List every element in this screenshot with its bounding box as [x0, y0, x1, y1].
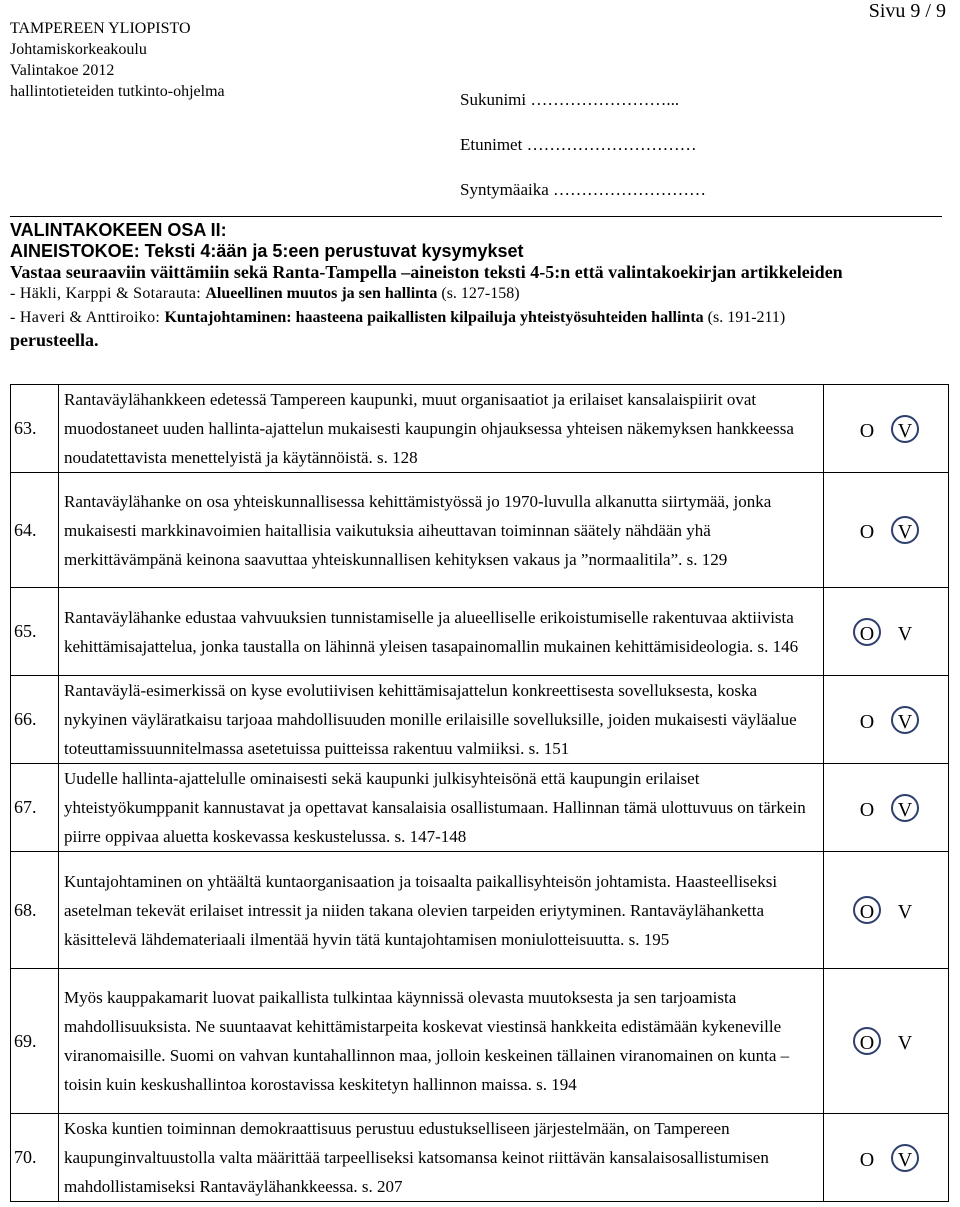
reference-2-title: Kuntajohtaminen: haasteena paikallisten kilpailuja yhteistyösuhteiden hallinta	[164, 309, 704, 326]
question-number: 68.	[11, 852, 59, 969]
answer-option-o[interactable]: O	[853, 618, 881, 646]
question-text: Rantaväylähankkeen edetessä Tampereen kaupunki, muut organisaatiot ja erilaiset kansalaispiirit ovat muodostaneet uuden hallinta-ajattelun mukaisesti kaupungin ohjauksessa yhteisen näkemyksen hankkeessa noudatettavista menettelyistä ja käytännöistä. s. 128	[59, 385, 824, 473]
answer-options	[824, 852, 949, 969]
answer-options	[824, 473, 949, 588]
instructions	[10, 220, 950, 350]
programme-name: hallintotieteiden tutkinto-ohjelma	[10, 83, 225, 100]
section-title: VALINTAKOKEEN OSA II:	[10, 220, 227, 240]
answer-option-v[interactable]: V	[891, 1144, 919, 1172]
question-text: Rantaväylähanke on osa yhteiskunnallisessa kehittämistyössä jo 1970-luvulla alkanutta siirtymää, jonka mukaisesti markkinavoimien haitallisia vaikutuksia aiheuttavan toiminnan säätely nähdään yhä merkittävämpänä keinona saavuttaa yhteiskunnallisen kehityksen vakaus ja ”normaalitila”. s. 129	[59, 473, 824, 588]
reference-1-pages: (s. 127-158)	[437, 285, 520, 302]
page-number: Sivu 9 / 9	[868, 0, 946, 22]
document-header	[10, 18, 225, 102]
instructions-tail: perusteella.	[10, 330, 99, 350]
question-row	[11, 588, 949, 676]
reference-2-pages: (s. 191-211)	[703, 309, 786, 326]
answer-option-v[interactable]: V	[891, 706, 919, 734]
answer-options	[824, 588, 949, 676]
reference-1	[10, 282, 950, 306]
answer-option-v[interactable]: V	[891, 516, 919, 544]
answer-option-v[interactable]: V	[897, 622, 913, 645]
answer-options	[824, 969, 949, 1114]
questions-table	[10, 384, 949, 1202]
surname-field[interactable]: Sukunimi ……………………...	[460, 90, 680, 109]
question-text: Kuntajohtaminen on yhtäältä kuntaorganisaation ja toisaalta paikallisyhteisön johtamista. Haasteelliseksi asetelman tekevät erilaiset intressit ja niiden takana olevien tarpeiden eriytyminen. Rantaväylähanketta käsittelevä lähdemateriaali ilmentää hyvin tätä kuntajohtamisen moniulotteisuutta. s. 195	[59, 852, 824, 969]
question-row	[11, 969, 949, 1114]
answer-option-v[interactable]: V	[897, 901, 913, 923]
question-number: 65.	[11, 588, 59, 676]
answer-options	[824, 676, 949, 764]
question-row	[11, 764, 949, 852]
question-text: Koska kuntien toiminnan demokraattisuus perustuu edustukselliseen järjestelmään, on Tampereen kaupunginvaltuustolla valta määrittää tarpeelliseksi katsomansa keinot riittävän kansalaisosallistumisen mahdollistamiseksi Rantaväylähankkeessa. s. 207	[59, 1114, 824, 1202]
questions-body	[11, 385, 949, 1202]
answer-option-v[interactable]: V	[897, 1032, 913, 1054]
question-number: 70.	[11, 1114, 59, 1202]
reference-1-authors: - Häkli, Karppi & Sotarauta:	[10, 285, 206, 302]
question-number: 64.	[11, 473, 59, 588]
answer-option-o[interactable]: O	[859, 419, 875, 442]
answer-options	[824, 764, 949, 852]
question-row	[11, 385, 949, 473]
reference-1-title: Alueellinen muutos ja sen hallinta	[205, 285, 438, 302]
exam-name: Valintakoe 2012	[10, 62, 115, 79]
answer-option-o[interactable]: O	[859, 710, 875, 733]
instructions-lead: Vastaa seuraaviin väittämiin sekä Ranta-Tampella –aineiston teksti 4-5:n että valintakoekirjan artikkeleiden	[10, 262, 843, 282]
university-name: TAMPEREEN YLIOPISTO	[10, 20, 191, 37]
reference-2-authors: - Haveri & Anttiroiko:	[10, 309, 165, 326]
question-number: 66.	[11, 676, 59, 764]
answer-option-o[interactable]: O	[853, 1027, 881, 1055]
question-row	[11, 676, 949, 764]
answer-options	[824, 1114, 949, 1202]
answer-option-o[interactable]: O	[859, 1148, 875, 1171]
question-text: Myös kauppakamarit luovat paikallista tulkintaa käynnissä olevasta muutoksesta ja sen tarjoamista mahdollisuuksista. Ne suuntaavat kehittämistarpeita koskevat viestinsä hankkeita edistämään kykeneville viranomaisille. Suomi on vahvan kuntahallinnon maa, jolloin keskeinen tällainen viranomainen on kunta – toisin kuin keskushallintoa korostavissa keskitetyn hallinnon maissa. s. 194	[59, 969, 824, 1114]
answer-option-v[interactable]: V	[891, 794, 919, 822]
birthyear-field[interactable]: Syntymäaika ………………………	[460, 180, 707, 199]
question-row	[11, 852, 949, 969]
answer-options	[824, 385, 949, 473]
question-number: 63.	[11, 385, 59, 473]
answer-option-o[interactable]: O	[859, 521, 875, 543]
question-text: Rantaväylä-esimerkissä on kyse evolutiivisen kehittämisajattelun konkreettisesta sovelluksesta, koska nykyinen väyläratkaisu tarjoaa mahdollisuuden monille erilaisille sovelluksille, joiden mukaisesti väyläalue toteuttamissuunnitelmassa asetetuissa puitteissa rakentuu valmiiksi. s. 151	[59, 676, 824, 764]
header-divider	[10, 216, 942, 217]
answer-option-v[interactable]: V	[891, 415, 919, 443]
question-text: Rantaväylähanke edustaa vahvuuksien tunnistamiselle ja alueelliselle erikoistumiselle rakentuvaa aktiivista kehittämisajattelua, jonka taustalla on lähinnä yleisen tasapainomallin mukainen kehittämisideologia. s. 146	[59, 588, 824, 676]
reference-2	[10, 306, 950, 330]
answer-option-o[interactable]: O	[853, 896, 881, 924]
answer-option-o[interactable]: O	[859, 798, 875, 821]
candidate-fields	[460, 90, 706, 225]
question-number: 69.	[11, 969, 59, 1114]
question-row	[11, 1114, 949, 1202]
school-name: Johtamiskorkeakoulu	[10, 41, 147, 58]
firstnames-field[interactable]: Etunimet …………………………	[460, 135, 697, 154]
question-number: 67.	[11, 764, 59, 852]
question-row	[11, 473, 949, 588]
section-subtitle: AINEISTOKOE: Teksti 4:ään ja 5:een perustuvat kysymykset	[10, 241, 524, 261]
question-text: Uudelle hallinta-ajattelulle ominaisesti sekä kaupunki julkisyhteisönä että kaupungin erilaiset yhteistyökumppanit kannustavat ja opettavat kansalaisia osallistumaan. Hallinnan tämä ulottuvuus on tärkein piirre oppivaa aluetta koskevassa keskustelussa. s. 147-148	[59, 764, 824, 852]
